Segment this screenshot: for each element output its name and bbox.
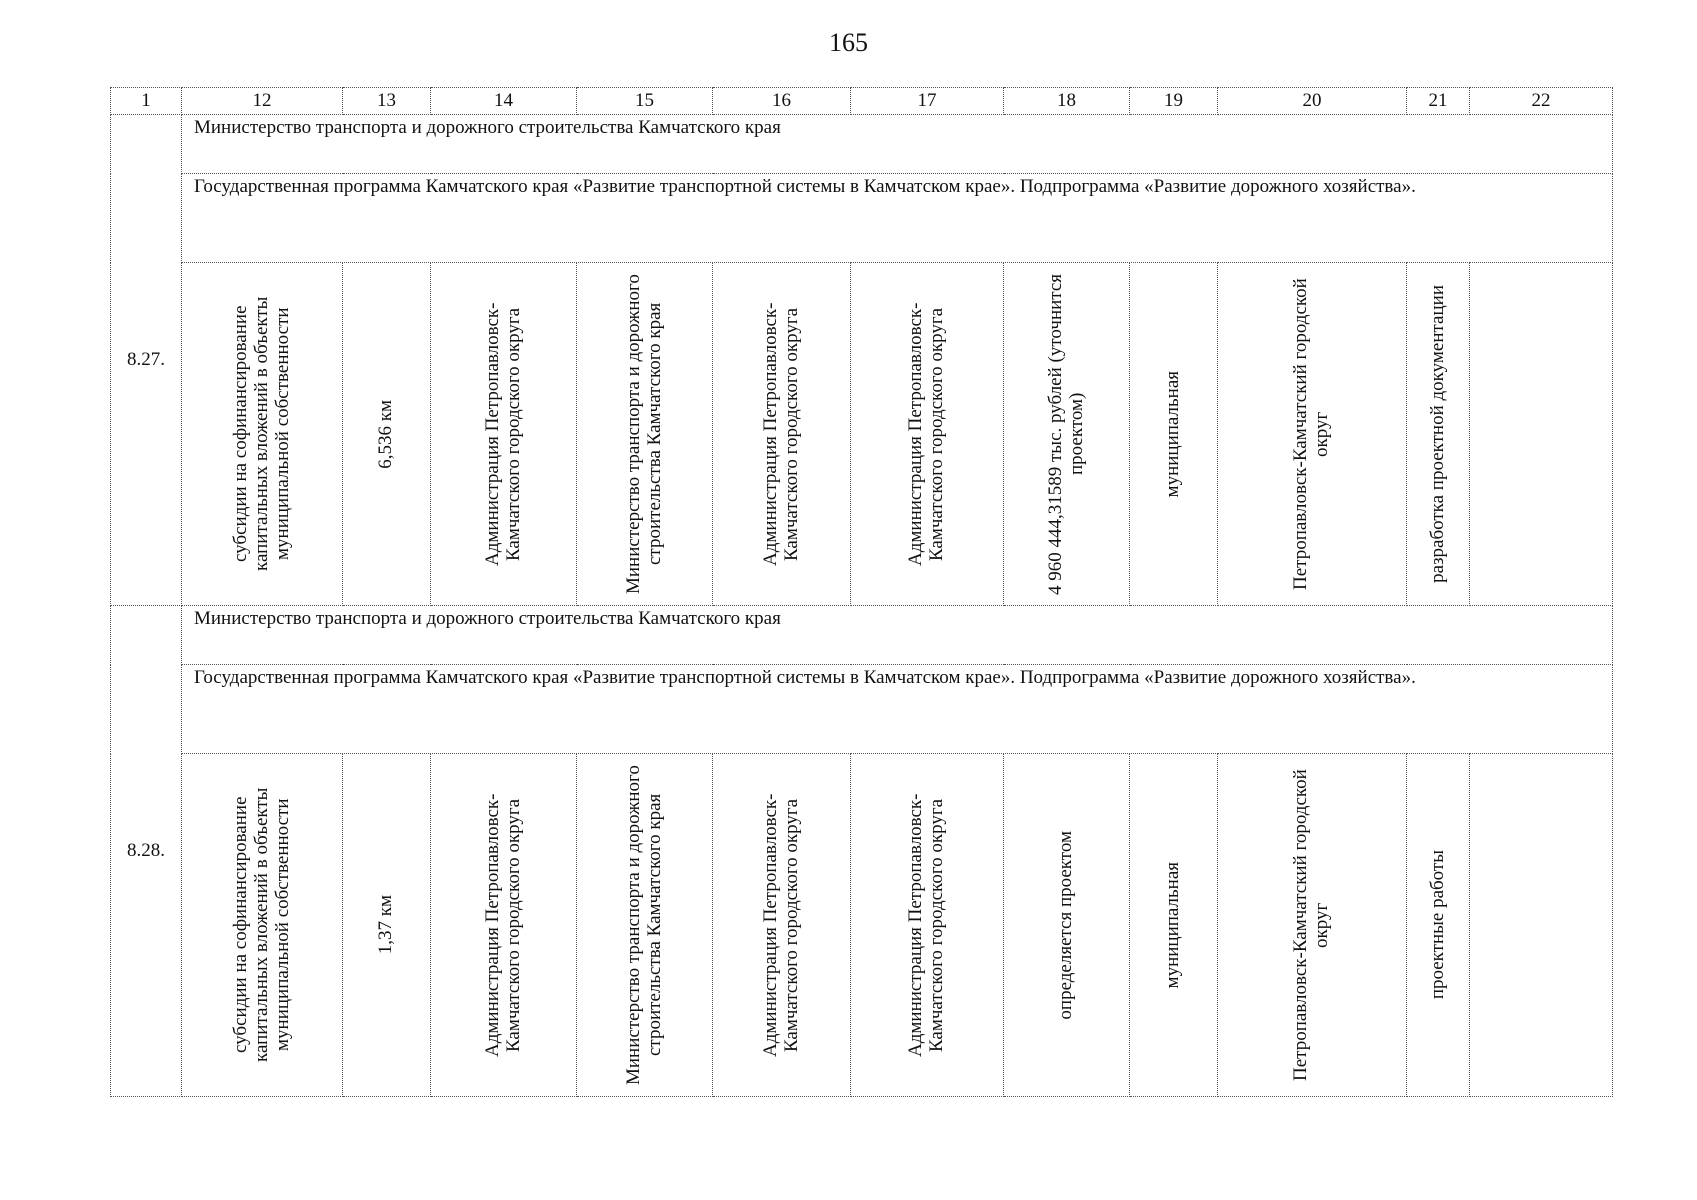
ministry-name: Министерство транспорта и дорожного строительства Камчатского края [182, 606, 1613, 665]
record-number: 8.28. [111, 606, 182, 1097]
cell-col-12: субсидии на софинансирование капитальных вложений в объекты муниципальной собственности [182, 754, 343, 1097]
detail-row [111, 754, 1613, 1097]
cell-col-15: Министерство транспорта и дорожного строительства Камчатского края [577, 263, 713, 606]
column-header-row [111, 88, 1613, 115]
cell-col-17: Администрация Петропавловск-Камчатского городского округа [851, 263, 1004, 606]
cell-col-20: Петропавловск-Камчатский городской округ [1218, 754, 1407, 1097]
detail-row [111, 263, 1613, 606]
program-row [111, 174, 1613, 263]
cell-col-21: проектные работы [1407, 754, 1470, 1097]
program-name: Государственная программа Камчатского края «Развитие транспортной системы в Камчатском крае». Подпрограмма «Развитие дорожного хозяйства». [182, 665, 1613, 754]
column-header: 1 [111, 88, 182, 115]
cell-col-22 [1470, 754, 1613, 1097]
cell-col-20: Петропавловск-Камчатский городской округ [1218, 263, 1407, 606]
column-header: 15 [577, 88, 713, 115]
cell-col-13: 6,536 км [343, 263, 431, 606]
column-header: 12 [182, 88, 343, 115]
column-header: 20 [1218, 88, 1407, 115]
column-header: 13 [343, 88, 431, 115]
ministry-name: Министерство транспорта и дорожного строительства Камчатского края [182, 115, 1613, 174]
cell-col-14: Администрация Петропавловск-Камчатского городского округа [431, 754, 577, 1097]
column-header: 21 [1407, 88, 1470, 115]
cell-col-21: разработка проектной документации [1407, 263, 1470, 606]
cell-col-13: 1,37 км [343, 754, 431, 1097]
record-number: 8.27. [111, 115, 182, 606]
column-header: 19 [1130, 88, 1218, 115]
ministry-row [111, 115, 1613, 174]
program-name: Государственная программа Камчатского края «Развитие транспортной системы в Камчатском крае». Подпрограмма «Развитие дорожного хозяйства». [182, 174, 1613, 263]
cell-col-16: Администрация Петропавловск-Камчатского городского округа [713, 263, 851, 606]
cell-col-18: 4 960 444,31589 тыс. рублей (уточнится проектом) [1004, 263, 1130, 606]
cell-col-18: определяется проектом [1004, 754, 1130, 1097]
column-header: 22 [1470, 88, 1613, 115]
column-header: 16 [713, 88, 851, 115]
cell-col-14: Администрация Петропавловск-Камчатского городского округа [431, 263, 577, 606]
cell-col-19: муниципальная [1130, 263, 1218, 606]
column-header: 18 [1004, 88, 1130, 115]
program-row [111, 665, 1613, 754]
cell-col-16: Администрация Петропавловск-Камчатского городского округа [713, 754, 851, 1097]
cell-col-19: муниципальная [1130, 754, 1218, 1097]
cell-col-22 [1470, 263, 1613, 606]
cell-col-15: Министерство транспорта и дорожного строительства Камчатского края [577, 754, 713, 1097]
column-header: 14 [431, 88, 577, 115]
cell-col-17: Администрация Петропавловск-Камчатского городского округа [851, 754, 1004, 1097]
registry-table [110, 87, 1613, 1097]
ministry-row [111, 606, 1613, 665]
page-number: 165 [829, 28, 868, 57]
cell-col-12: субсидии на софинансирование капитальных вложений в объекты муниципальной собственности [182, 263, 343, 606]
column-header: 17 [851, 88, 1004, 115]
